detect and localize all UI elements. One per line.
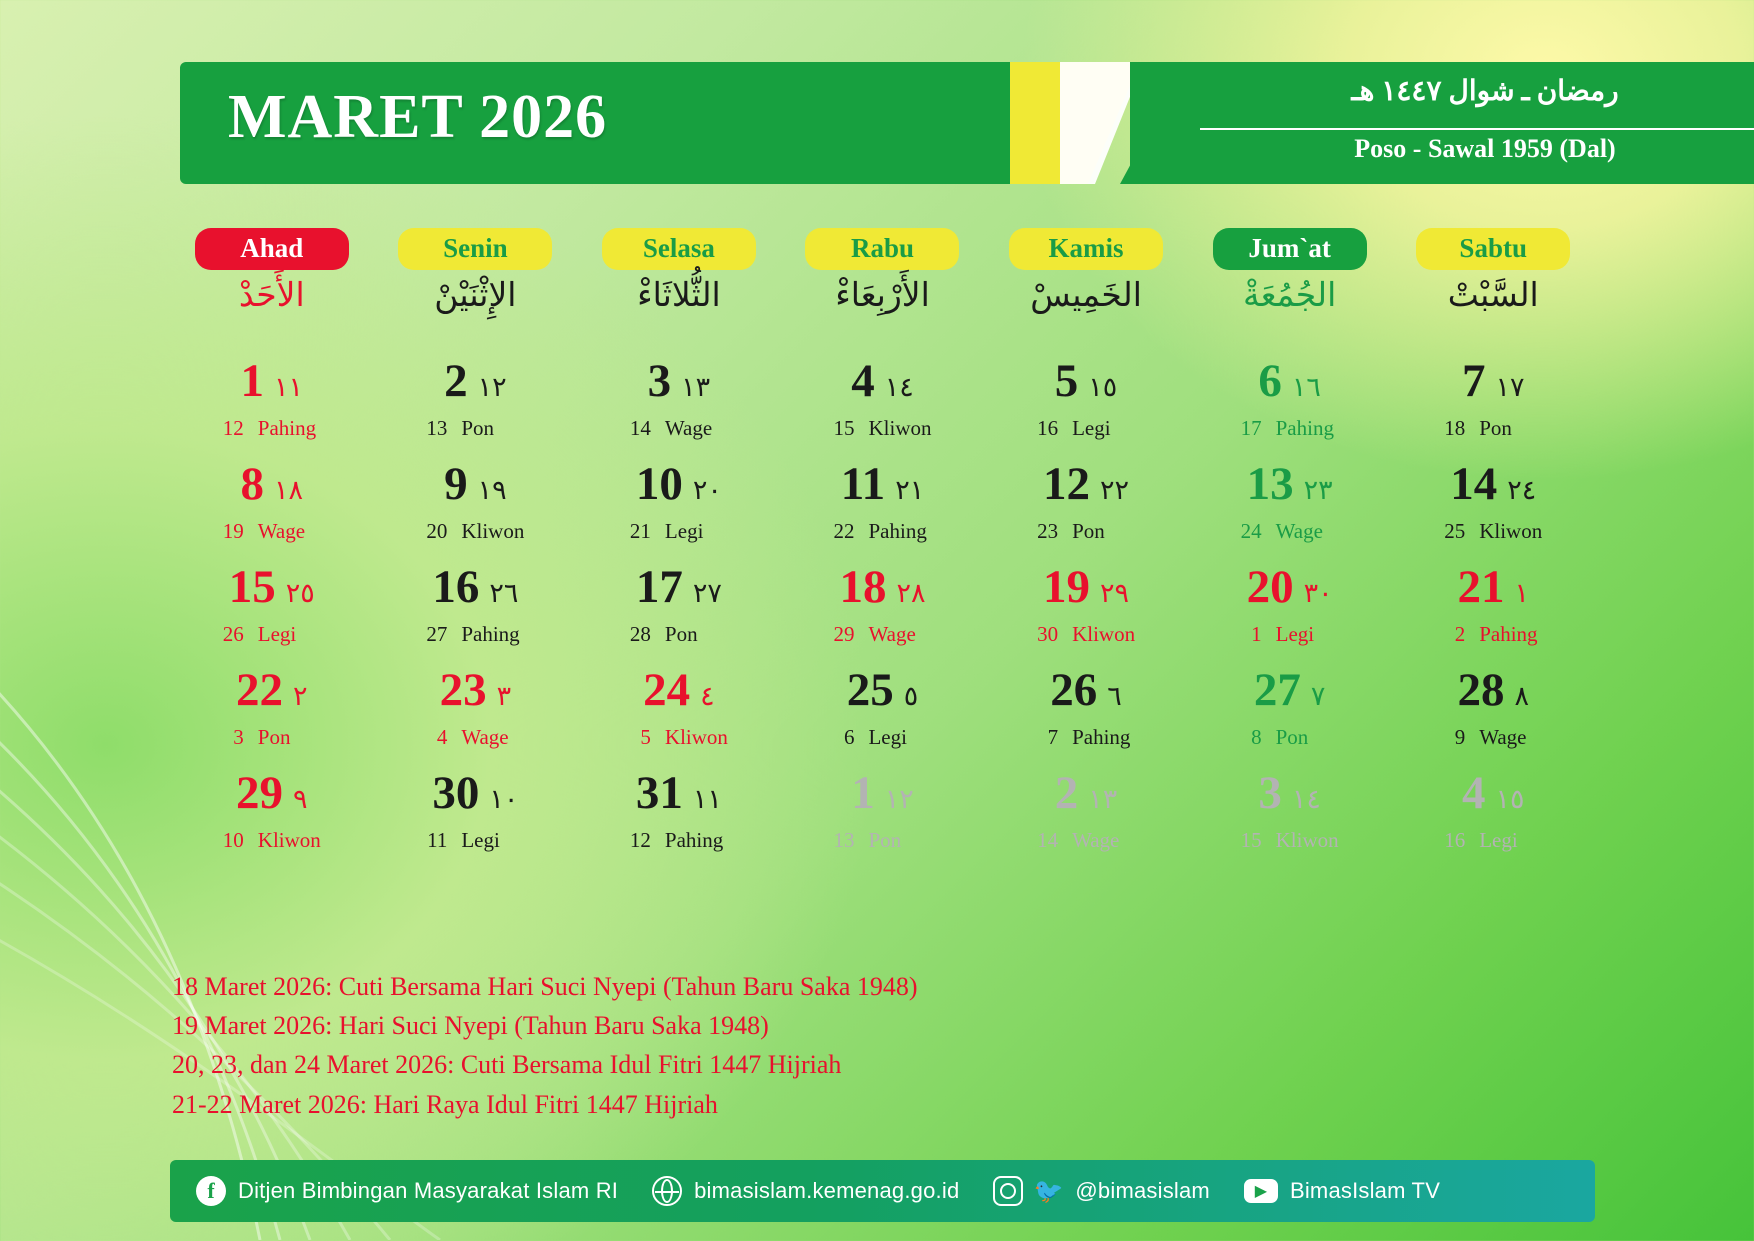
javanese-row	[374, 725, 578, 750]
hijri-day: ٧	[1310, 681, 1326, 711]
pasaran-name: Legi	[664, 519, 704, 543]
javanese-row	[577, 622, 781, 647]
javanese-row	[781, 416, 985, 441]
day-number-row	[374, 561, 578, 622]
javanese-day-number: 14	[629, 416, 651, 440]
pasaran-name: Pahing	[664, 828, 724, 852]
javanese-row	[984, 828, 1188, 853]
hijri-day: ١٤	[1291, 784, 1321, 814]
calendar-day-cell[interactable]	[170, 561, 374, 667]
day-number-row	[170, 561, 374, 622]
footer-facebook-label: Ditjen Bimbingan Masyarakat Islam RI	[238, 1178, 619, 1203]
javanese-day-number: 1	[1251, 622, 1262, 646]
pasaran-name: Wage	[1479, 725, 1527, 749]
hijri-day: ١١	[274, 372, 304, 402]
day-number-row	[1391, 561, 1595, 622]
gregorian-day: 19	[1043, 561, 1091, 613]
day-number-row	[374, 664, 578, 725]
hijri-day: ٩	[293, 784, 308, 814]
hijri-day: ٢٦	[489, 578, 519, 608]
pasaran-name: Legi	[1072, 416, 1111, 440]
gregorian-day: 29	[236, 767, 284, 819]
day-number-row	[984, 664, 1188, 725]
hijri-day: ٤	[700, 681, 715, 711]
javanese-row	[170, 828, 374, 853]
javanese-day-number: 14	[1037, 828, 1059, 852]
gregorian-day: 4	[851, 355, 875, 407]
hijri-month-arabic: رمضان ـ شوال ١٤٤٧ هـ	[1351, 76, 1619, 107]
gregorian-day: 31	[635, 767, 683, 819]
calendar-day-cell[interactable]	[781, 561, 985, 667]
pasaran-name: Pahing	[257, 416, 317, 440]
gregorian-day: 2	[444, 355, 468, 407]
gregorian-day: 18	[839, 561, 887, 613]
javanese-row	[1391, 622, 1595, 647]
javanese-row	[1188, 828, 1392, 853]
day-number-row	[1188, 664, 1392, 725]
instagram-icon	[993, 1176, 1023, 1206]
hijri-day: ٨	[1514, 681, 1529, 711]
day-number-row	[577, 561, 781, 622]
day-number-row	[577, 458, 781, 519]
calendar-day-cell[interactable]	[1391, 355, 1595, 461]
javanese-row	[1391, 828, 1595, 853]
javanese-day-number: 12	[222, 416, 244, 440]
day-number-row	[1188, 561, 1392, 622]
day-name-arabic: الإِثْنَيْنْ	[434, 278, 517, 315]
hijri-day: ٢٧	[692, 578, 722, 608]
javanese-day-number: 9	[1454, 725, 1466, 749]
javanese-day-number: 17	[1240, 416, 1262, 440]
day-name-cell	[1391, 228, 1595, 338]
pasaran-name: Legi	[257, 622, 297, 646]
pasaran-name: Kliwon	[1479, 519, 1543, 543]
javanese-year-label: Poso - Sawal 1959 (Dal)	[1354, 134, 1616, 163]
calendar-day-cell[interactable]	[1188, 561, 1392, 667]
hijri-day: ١١	[692, 784, 722, 814]
calendar-header	[180, 62, 1619, 184]
gregorian-day: 24	[643, 664, 691, 716]
javanese-row	[984, 725, 1188, 750]
gregorian-day: 9	[444, 458, 468, 510]
header-divider	[1200, 128, 1754, 130]
day-number-row	[781, 355, 985, 416]
day-number-row	[984, 458, 1188, 519]
gregorian-day: 1	[851, 767, 875, 819]
pasaran-name: Kliwon	[1275, 828, 1339, 852]
hijri-day: ١٠	[489, 784, 519, 814]
calendar-day-cell[interactable]	[1391, 561, 1595, 667]
javanese-day-number: 21	[629, 519, 651, 543]
gregorian-day: 28	[1457, 664, 1505, 716]
day-number-row	[374, 767, 578, 828]
holiday-note-line: 18 Maret 2026: Cuti Bersama Hari Suci Nyepi (Tahun Baru Saka 1948)	[172, 972, 918, 1001]
footer-youtube[interactable]	[1244, 1178, 1440, 1204]
hijri-day: ١	[1514, 578, 1529, 608]
calendar-day-cell[interactable]	[1188, 458, 1392, 564]
holiday-note-line: 21-22 Maret 2026: Hari Raya Idul Fitri 1447 Hijriah	[172, 1089, 718, 1119]
footer-youtube-label: BimasIslam TV	[1289, 1178, 1441, 1203]
calendar-day-cell[interactable]	[374, 458, 578, 564]
javanese-day-number: 11	[427, 828, 448, 852]
javanese-day-number: 7	[1047, 725, 1059, 749]
javanese-day-number: 12	[629, 828, 651, 852]
javanese-row	[577, 828, 781, 853]
javanese-row	[374, 416, 578, 441]
calendar-day-cell[interactable]	[781, 664, 985, 770]
javanese-row	[577, 725, 781, 750]
calendar-day-cell[interactable]	[1188, 355, 1392, 461]
day-number-row	[781, 664, 985, 725]
day-number-row	[170, 767, 374, 828]
calendar-day-cell[interactable]	[374, 355, 578, 461]
day-number-row	[781, 767, 985, 828]
gregorian-day: 17	[635, 561, 683, 613]
javanese-row	[781, 828, 985, 853]
javanese-day-number: 15	[1240, 828, 1262, 852]
holiday-note-line: 19 Maret 2026: Hari Suci Nyepi (Tahun Baru Saka 1948)	[172, 1011, 769, 1041]
calendar-day-cell[interactable]	[1188, 767, 1392, 873]
calendar-day-cell[interactable]	[374, 767, 578, 873]
calendar-day-cell[interactable]	[984, 561, 1188, 667]
day-name-cell	[1188, 228, 1392, 338]
day-number-row	[1188, 458, 1392, 519]
day-name-cell	[170, 228, 374, 338]
day-name-cell	[984, 228, 1188, 338]
gregorian-day: 20	[1246, 561, 1294, 613]
day-number-row	[577, 355, 781, 416]
hijri-day: ١٣	[681, 372, 711, 402]
pasaran-name: Legi	[1479, 828, 1518, 852]
pasaran-name: Pon	[664, 622, 698, 646]
day-number-row	[170, 458, 374, 519]
pasaran-name: Pahing	[1072, 725, 1131, 749]
javanese-row	[1188, 725, 1392, 750]
javanese-day-number: 22	[833, 519, 855, 543]
pasaran-name: Kliwon	[664, 725, 728, 749]
javanese-day-number: 8	[1251, 725, 1262, 749]
gregorian-day: 27	[1253, 664, 1301, 716]
calendar-day-cell[interactable]	[984, 664, 1188, 770]
gregorian-day: 11	[840, 458, 886, 510]
pasaran-name: Wage	[461, 725, 509, 749]
footer-website-label: bimasislam.kemenag.go.id	[694, 1178, 960, 1203]
pasaran-name: Pahing	[461, 622, 520, 646]
calendar-day-cell[interactable]	[374, 561, 578, 667]
hijri-day: ٢٤	[1507, 475, 1537, 505]
footer-facebook[interactable]	[196, 1176, 618, 1206]
gregorian-day: 12	[1043, 458, 1091, 510]
day-number-row	[1391, 355, 1595, 416]
hijri-day: ٥	[903, 681, 919, 711]
day-name-arabic: السَّبْتْ	[1447, 278, 1539, 315]
pasaran-name: Pon	[461, 416, 495, 440]
pasaran-name: Pahing	[1275, 416, 1334, 440]
hijri-day: ١٢	[477, 372, 507, 402]
javanese-day-number: 6	[843, 725, 855, 749]
gregorian-day: 7	[1461, 355, 1486, 407]
day-name-arabic: الأَحَدْ	[238, 278, 305, 315]
gregorian-day: 10	[635, 458, 683, 510]
day-name-row	[170, 228, 1595, 338]
facebook-icon: f	[196, 1176, 226, 1206]
day-name-pill: Senin	[398, 228, 552, 270]
javanese-row	[984, 519, 1188, 544]
hijri-day: ٢	[293, 681, 308, 711]
calendar-day-cell[interactable]	[170, 767, 374, 873]
day-number-row	[374, 355, 578, 416]
hijri-day: ٢٥	[285, 578, 315, 608]
javanese-row	[781, 622, 985, 647]
hijri-day: ١٢	[884, 784, 914, 814]
javanese-row	[577, 416, 781, 441]
javanese-day-number: 16	[1037, 416, 1059, 440]
day-name-pill: Selasa	[602, 228, 756, 270]
javanese-row	[1188, 622, 1392, 647]
day-number-row	[984, 355, 1188, 416]
javanese-row	[1391, 416, 1595, 441]
javanese-day-number: 13	[833, 828, 855, 852]
pasaran-name: Kliwon	[1072, 622, 1136, 646]
hijri-day: ٦	[1107, 681, 1122, 711]
pasaran-name: Pahing	[1479, 622, 1538, 646]
calendar-day-cell[interactable]	[984, 355, 1188, 461]
day-number-row	[984, 561, 1188, 622]
day-number-row	[577, 767, 781, 828]
day-number-row	[1188, 767, 1392, 828]
pasaran-name: Pon	[257, 725, 291, 749]
calendar-day-cell[interactable]	[1391, 767, 1595, 873]
javanese-row	[781, 725, 985, 750]
day-name-pill: Kamis	[1009, 228, 1163, 270]
javanese-day-number: 3	[233, 725, 244, 749]
javanese-day-number: 26	[222, 622, 244, 646]
page-title: MARET 2026	[228, 83, 608, 151]
calendar-day-cell[interactable]	[984, 767, 1188, 873]
day-number-row	[170, 664, 374, 725]
twitter-icon: 🐦	[1033, 1177, 1064, 1205]
day-name-cell	[781, 228, 985, 338]
calendar-day-cell[interactable]	[170, 664, 374, 770]
hijri-day: ٢٨	[896, 578, 926, 608]
day-name-cell	[577, 228, 781, 338]
pasaran-name: Wage	[664, 416, 713, 440]
javanese-day-number: 4	[436, 725, 448, 749]
javanese-row	[984, 622, 1188, 647]
javanese-row	[170, 416, 374, 441]
calendar-day-cell[interactable]	[1391, 664, 1595, 770]
javanese-row	[1391, 725, 1595, 750]
gregorian-day: 30	[432, 767, 480, 819]
pasaran-name: Legi	[461, 828, 500, 852]
javanese-day-number: 24	[1240, 519, 1262, 543]
hijri-day: ٢٣	[1303, 475, 1333, 505]
javanese-day-number: 25	[1444, 519, 1466, 543]
gregorian-day: 15	[228, 561, 276, 613]
day-name-pill: Jum`at	[1213, 228, 1367, 270]
javanese-row	[170, 725, 374, 750]
hijri-day: ١٣	[1088, 784, 1118, 814]
calendar-day-cell[interactable]	[577, 458, 781, 564]
calendar-day-cell[interactable]	[781, 458, 985, 564]
javanese-day-number: 28	[629, 622, 651, 646]
calendar-day-cell[interactable]	[781, 355, 985, 461]
day-number-row	[374, 458, 578, 519]
pasaran-name: Kliwon	[461, 519, 525, 543]
javanese-row	[374, 519, 578, 544]
gregorian-day: 14	[1450, 458, 1498, 510]
hijri-day: ١٨	[274, 475, 304, 505]
pasaran-name: Pon	[1072, 519, 1105, 543]
javanese-day-number: 30	[1037, 622, 1059, 646]
pasaran-name: Legi	[1275, 622, 1315, 646]
gregorian-day: 16	[432, 561, 480, 613]
javanese-day-number: 15	[833, 416, 855, 440]
pasaran-name: Wage	[868, 622, 916, 646]
gregorian-day: 5	[1054, 355, 1079, 407]
javanese-row	[1188, 416, 1392, 441]
day-number-row	[577, 664, 781, 725]
javanese-day-number: 27	[426, 622, 448, 646]
day-name-pill: Rabu	[805, 228, 959, 270]
hijri-day: ٢٩	[1100, 578, 1130, 608]
javanese-day-number: 20	[426, 519, 448, 543]
calendar-day-cell[interactable]	[374, 664, 578, 770]
holiday-notes	[172, 968, 1472, 1125]
hijri-day: ١٩	[477, 475, 507, 505]
hijri-day: ٣٠	[1303, 578, 1333, 608]
hijri-day: ٢١	[895, 475, 925, 505]
pasaran-name: Kliwon	[257, 828, 321, 852]
calendar-day-cell[interactable]	[170, 458, 374, 564]
javanese-day-number: 18	[1444, 416, 1466, 440]
calendar-day-cell[interactable]	[1188, 664, 1392, 770]
day-name-arabic: الخَمِيسْ	[1030, 278, 1142, 315]
javanese-row	[374, 622, 578, 647]
day-number-row	[1391, 458, 1595, 519]
calendar-grid	[170, 355, 1595, 873]
javanese-row	[374, 828, 578, 853]
gregorian-day: 1	[240, 355, 265, 407]
hijri-day: ٢٠	[692, 475, 722, 505]
hijri-day: ٣	[496, 681, 512, 711]
pasaran-name: Pon	[1479, 416, 1512, 440]
gregorian-day: 22	[236, 664, 284, 716]
gregorian-day: 2	[1054, 767, 1079, 819]
pasaran-name: Legi	[868, 725, 907, 749]
day-name-pill: Sabtu	[1416, 228, 1570, 270]
gregorian-day: 6	[1258, 355, 1282, 407]
day-name-arabic: الأَرْبِعَاءْ	[835, 278, 930, 315]
javanese-row	[984, 416, 1188, 441]
javanese-day-number: 29	[833, 622, 855, 646]
footer-social-label: @bimasislam	[1075, 1178, 1210, 1203]
gregorian-day: 21	[1457, 561, 1505, 613]
youtube-icon: ▶	[1244, 1179, 1278, 1203]
calendar-day-cell[interactable]	[1391, 458, 1595, 564]
footer-bar	[170, 1160, 1595, 1222]
javanese-day-number: 16	[1444, 828, 1466, 852]
globe-icon	[652, 1176, 682, 1206]
hijri-day: ١٧	[1495, 372, 1525, 402]
day-number-row	[1391, 767, 1595, 828]
pasaran-name: Pahing	[868, 519, 927, 543]
calendar-day-cell[interactable]	[577, 561, 781, 667]
gregorian-day: 13	[1246, 458, 1294, 510]
day-name-pill: Ahad	[195, 228, 349, 270]
gregorian-day: 26	[1050, 664, 1098, 716]
javanese-day-number: 13	[426, 416, 448, 440]
javanese-day-number: 23	[1037, 519, 1059, 543]
calendar-day-cell[interactable]	[984, 458, 1188, 564]
javanese-row	[170, 622, 374, 647]
day-number-row	[170, 355, 374, 416]
javanese-day-number: 10	[222, 828, 244, 852]
javanese-row	[1188, 519, 1392, 544]
day-name-cell	[374, 228, 578, 338]
calendar-day-cell[interactable]	[170, 355, 374, 461]
gregorian-day: 8	[240, 458, 265, 510]
javanese-day-number: 2	[1454, 622, 1466, 646]
pasaran-name: Wage	[1275, 519, 1323, 543]
pasaran-name: Pon	[868, 828, 902, 852]
pasaran-name: Wage	[1072, 828, 1120, 852]
javanese-day-number: 19	[222, 519, 244, 543]
footer-social[interactable]	[993, 1176, 1210, 1206]
javanese-row	[781, 519, 985, 544]
calendar-day-cell[interactable]	[577, 767, 781, 873]
pasaran-name: Wage	[257, 519, 306, 543]
pasaran-name: Pon	[1275, 725, 1309, 749]
javanese-row	[170, 519, 374, 544]
hijri-day: ١٥	[1088, 372, 1118, 402]
day-name-arabic: الثُّلاثَاءْ	[637, 278, 721, 315]
gregorian-day: 23	[439, 664, 487, 716]
calendar-day-cell[interactable]	[577, 664, 781, 770]
gregorian-day: 3	[1258, 767, 1282, 819]
footer-website[interactable]	[652, 1176, 959, 1206]
gregorian-day: 25	[846, 664, 894, 716]
pasaran-name: Kliwon	[868, 416, 932, 440]
hijri-day: ١٦	[1291, 372, 1321, 402]
holiday-note-line: 20, 23, dan 24 Maret 2026: Cuti Bersama Idul Fitri 1447 Hijriah	[172, 1050, 842, 1080]
hijri-day: ١٥	[1495, 784, 1525, 814]
day-number-row	[1188, 355, 1392, 416]
calendar-day-cell[interactable]	[781, 767, 985, 873]
day-number-row	[781, 458, 985, 519]
gregorian-day: 4	[1461, 767, 1486, 819]
day-name-arabic: الجُمُعَةْ	[1243, 278, 1337, 315]
calendar-day-cell[interactable]	[577, 355, 781, 461]
day-number-row	[781, 561, 985, 622]
day-number-row	[1391, 664, 1595, 725]
javanese-row	[1391, 519, 1595, 544]
hijri-day: ٢٢	[1100, 475, 1130, 505]
hijri-day: ١٤	[884, 372, 914, 402]
day-number-row	[984, 767, 1188, 828]
javanese-day-number: 5	[640, 725, 651, 749]
gregorian-day: 3	[647, 355, 672, 407]
javanese-row	[577, 519, 781, 544]
